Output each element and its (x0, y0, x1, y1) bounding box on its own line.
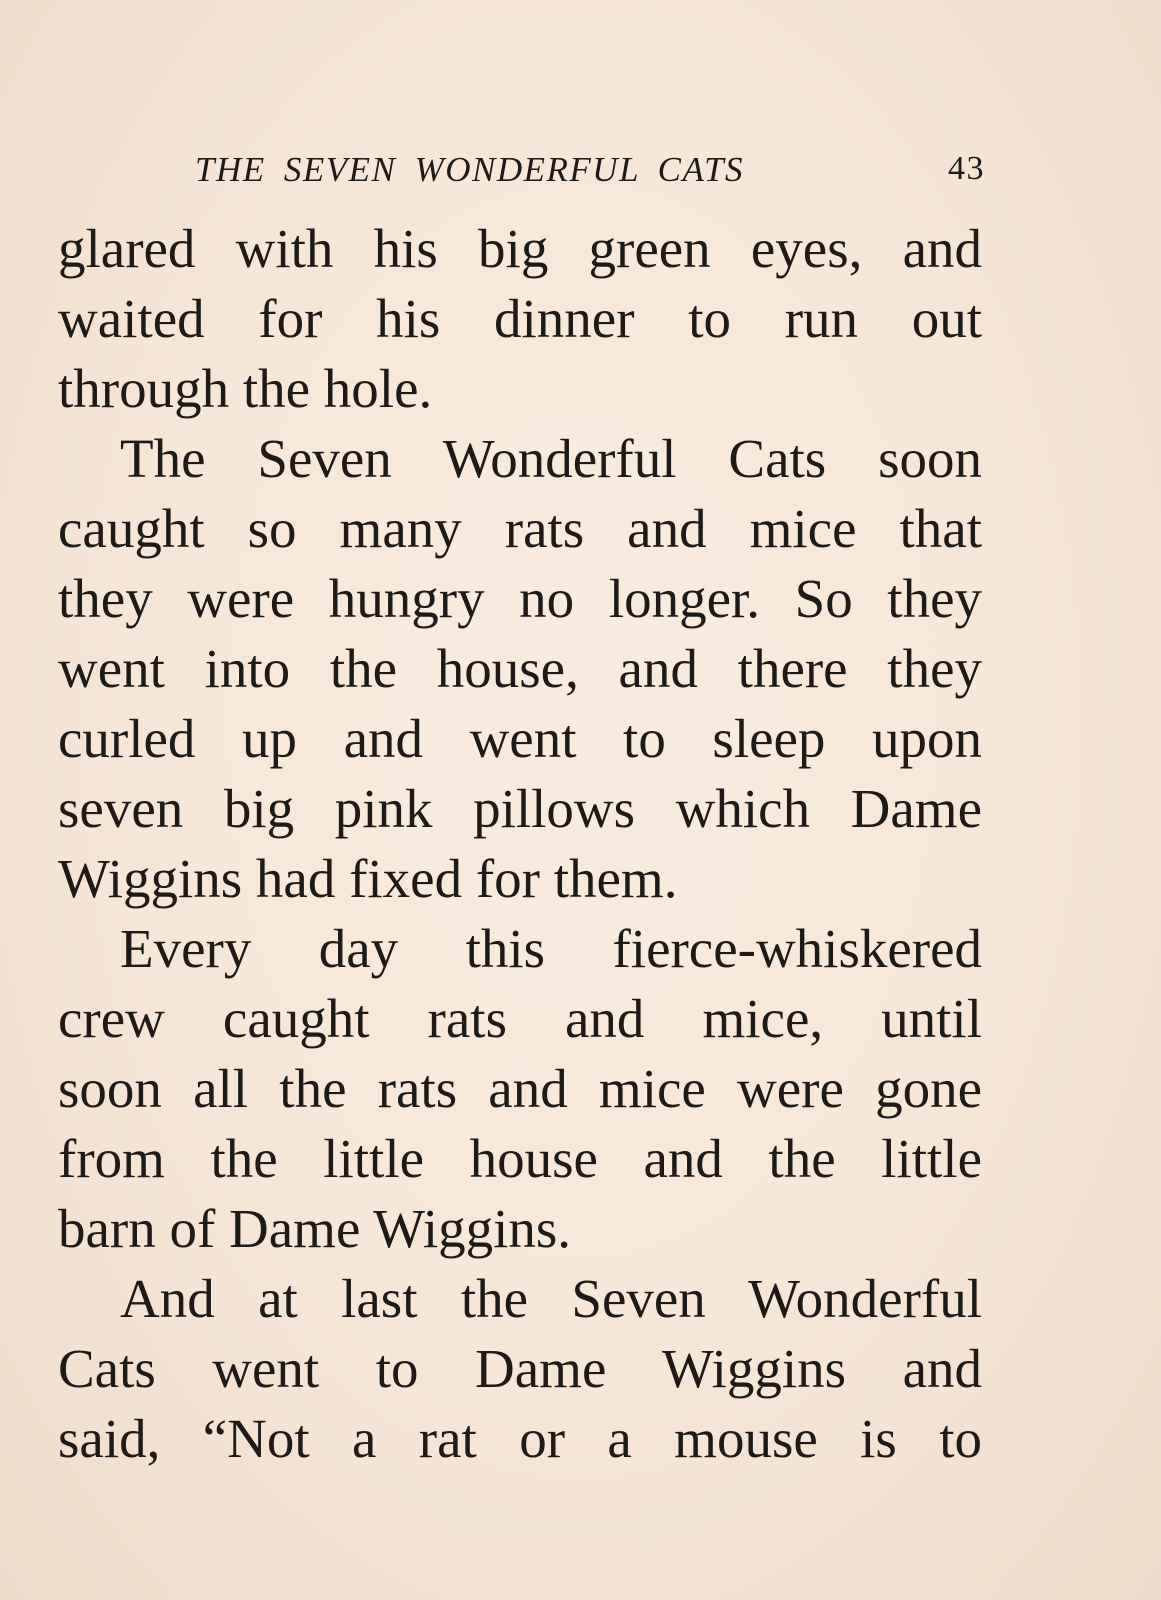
text-line: they were hungry no longer. So they (58, 568, 982, 629)
text-line: Wiggins had fixed for them. (58, 848, 678, 909)
text-line: The Seven Wonderful Cats soon (120, 428, 982, 489)
text-line: soon all the rats and mice were gone (58, 1058, 982, 1119)
text-line: said, “Not a rat or a mouse is to (58, 1408, 982, 1469)
text-line: And at last the Seven Wonderful (120, 1268, 982, 1329)
text-line: Every day this fierce-whiskered (120, 918, 982, 979)
text-line: barn of Dame Wiggins. (58, 1198, 572, 1259)
text-line: went into the house, and there they (58, 638, 982, 699)
text-line: through the hole. (58, 358, 433, 419)
text-line: glared with his big green eyes, and (58, 218, 982, 279)
body-text (58, 214, 982, 1474)
text-line: curled up and went to sleep upon (58, 708, 982, 769)
page-number: 43 (948, 150, 985, 187)
running-title: THE SEVEN WONDERFUL CATS (195, 150, 745, 189)
text-line: crew caught rats and mice, until (58, 988, 982, 1049)
text-line: waited for his dinner to run out (58, 288, 982, 349)
text-line: caught so many rats and mice that (58, 498, 982, 559)
text-line: from the little house and the little (58, 1128, 982, 1189)
text-line: Cats went to Dame Wiggins and (58, 1338, 982, 1399)
text-line: seven big pink pillows which Dame (58, 778, 982, 839)
page-header (195, 150, 985, 200)
